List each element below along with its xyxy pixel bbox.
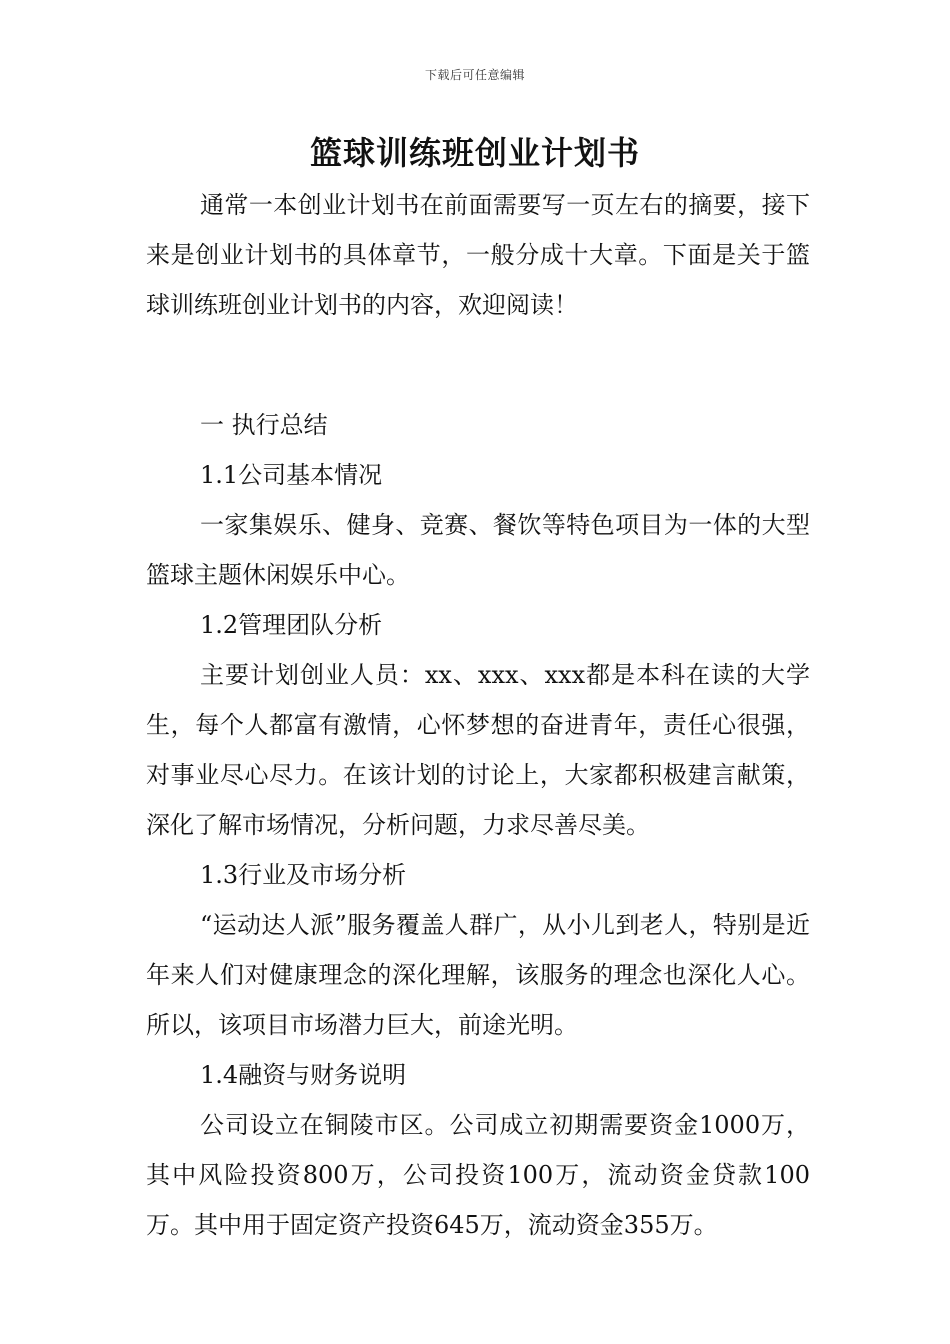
paragraph-market-analysis: “运动达人派”服务覆盖人群广，从小儿到老人，特别是近年来人们对健康理念的深化理解，该服务的理念也深化人心。所以，该项目市场潜力巨大，前途光明。 xyxy=(146,911,810,1039)
intro-paragraph: 通常一本创业计划书在前面需要写一页左右的摘要，接下来是创业计划书的具体章节，一般分成十大章。下面是关于篮球训练班创业计划书的内容，欢迎阅读！ xyxy=(146,191,810,319)
section-heading-executive-summary: 一 执行总结 xyxy=(200,411,328,439)
header-note: 下载后可任意编辑 xyxy=(424,68,525,82)
document-title: 篮球训练班创业计划书 xyxy=(309,134,640,172)
subsection-heading-market-analysis: 1.3行业及市场分析 xyxy=(200,861,407,889)
paragraph-financing: 公司设立在铜陵市区。公司成立初期需要资金1000万，其中风险投资800万，公司投资100万，流动资金贷款100万。其中用于固定资产投资645万，流动资金355万。 xyxy=(146,1111,810,1239)
paragraph-company-basics: 一家集娱乐、健身、竞赛、餐饮等特色项目为一体的大型篮球主题休闲娱乐中心。 xyxy=(146,511,810,589)
paragraph-team-analysis: 主要计划创业人员：xx、xxx、xxx都是本科在读的大学生，每个人都富有激情，心怀梦想的奋进青年，责任心很强，对事业尽心尽力。在该计划的讨论上，大家都积极建言献策，深化了解市场情况，分析问题，力求尽善尽美。 xyxy=(146,661,810,839)
blank-line xyxy=(146,380,810,400)
blank-line xyxy=(146,330,810,380)
subsection-heading-company-basics: 1.1公司基本情况 xyxy=(200,461,383,489)
document-body xyxy=(146,180,810,1250)
subsection-heading-financing: 1.4融资与财务说明 xyxy=(200,1061,407,1089)
subsection-heading-team-analysis: 1.2管理团队分析 xyxy=(200,611,383,639)
